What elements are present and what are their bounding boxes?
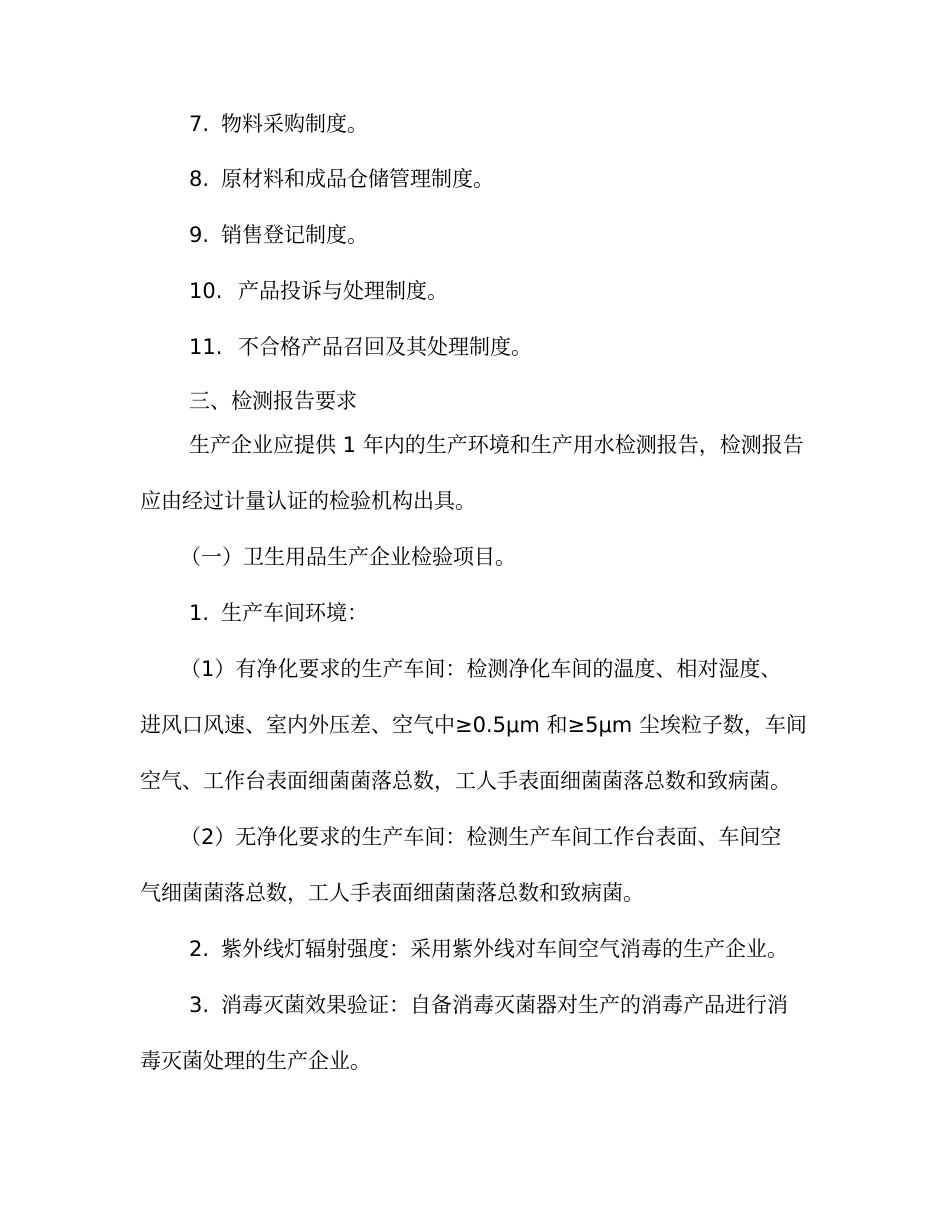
paragraph-line: 生产企业应提供 1 年内的生产环境和生产用水检测报告，检测报告: [189, 433, 804, 457]
paragraph-line: 毒灭菌处理的生产企业。: [140, 1049, 371, 1073]
list-item-2: [189, 935, 864, 963]
subsection-heading: （一）卫生用品生产企业检验项目。: [180, 545, 516, 569]
list-number: 8.: [189, 167, 210, 191]
list-number: 9.: [189, 223, 210, 247]
list-item-8: [189, 165, 864, 193]
list-number: 7.: [189, 112, 210, 136]
list-text: 生产车间环境：: [221, 601, 368, 625]
list-text: 产品投诉与处理制度。: [238, 279, 448, 303]
list-number: 3.: [189, 993, 210, 1017]
list-item-10: [189, 277, 864, 305]
list-text: 不合格产品召回及其处理制度。: [238, 335, 532, 359]
list-item-7: [189, 110, 864, 138]
list-text: 紫外线灯辐射强度：采用紫外线对车间空气消毒的生产企业。: [221, 937, 788, 961]
paragraph-line: （2）无净化要求的生产车间：检测生产车间工作台表面、车间空: [180, 825, 782, 849]
section-heading: 三、检测报告要求: [189, 389, 357, 413]
paragraph-line: （1）有净化要求的生产车间：检测净化车间的温度、相对湿度、: [180, 657, 782, 681]
list-item-3: [189, 991, 864, 1019]
list-text: 消毒灭菌效果验证：自备消毒灭菌器对生产的消毒产品进行消: [221, 993, 788, 1017]
list-number: 10.: [189, 279, 223, 303]
paragraph-line: 空气、工作台表面细菌菌落总数，工人手表面细菌菌落总数和致病菌。: [140, 769, 791, 793]
list-number: 11.: [189, 335, 223, 359]
list-text: 原材料和成品仓储管理制度。: [221, 167, 494, 191]
list-text: 销售登记制度。: [221, 223, 368, 247]
list-item-11: [189, 333, 864, 361]
paragraph-line: 进风口风速、室内外压差、空气中≥0.5μm 和≥5μm 尘埃粒子数，车间: [140, 713, 807, 737]
paragraph-line: 应由经过计量认证的检验机构出具。: [140, 489, 476, 513]
list-number: 2.: [189, 937, 210, 961]
list-item-9: [189, 221, 864, 249]
list-item-1: [189, 599, 864, 627]
paragraph-line: 气细菌菌落总数，工人手表面细菌菌落总数和致病菌。: [140, 881, 644, 905]
list-text: 物料采购制度。: [221, 112, 368, 136]
list-number: 1.: [189, 601, 210, 625]
